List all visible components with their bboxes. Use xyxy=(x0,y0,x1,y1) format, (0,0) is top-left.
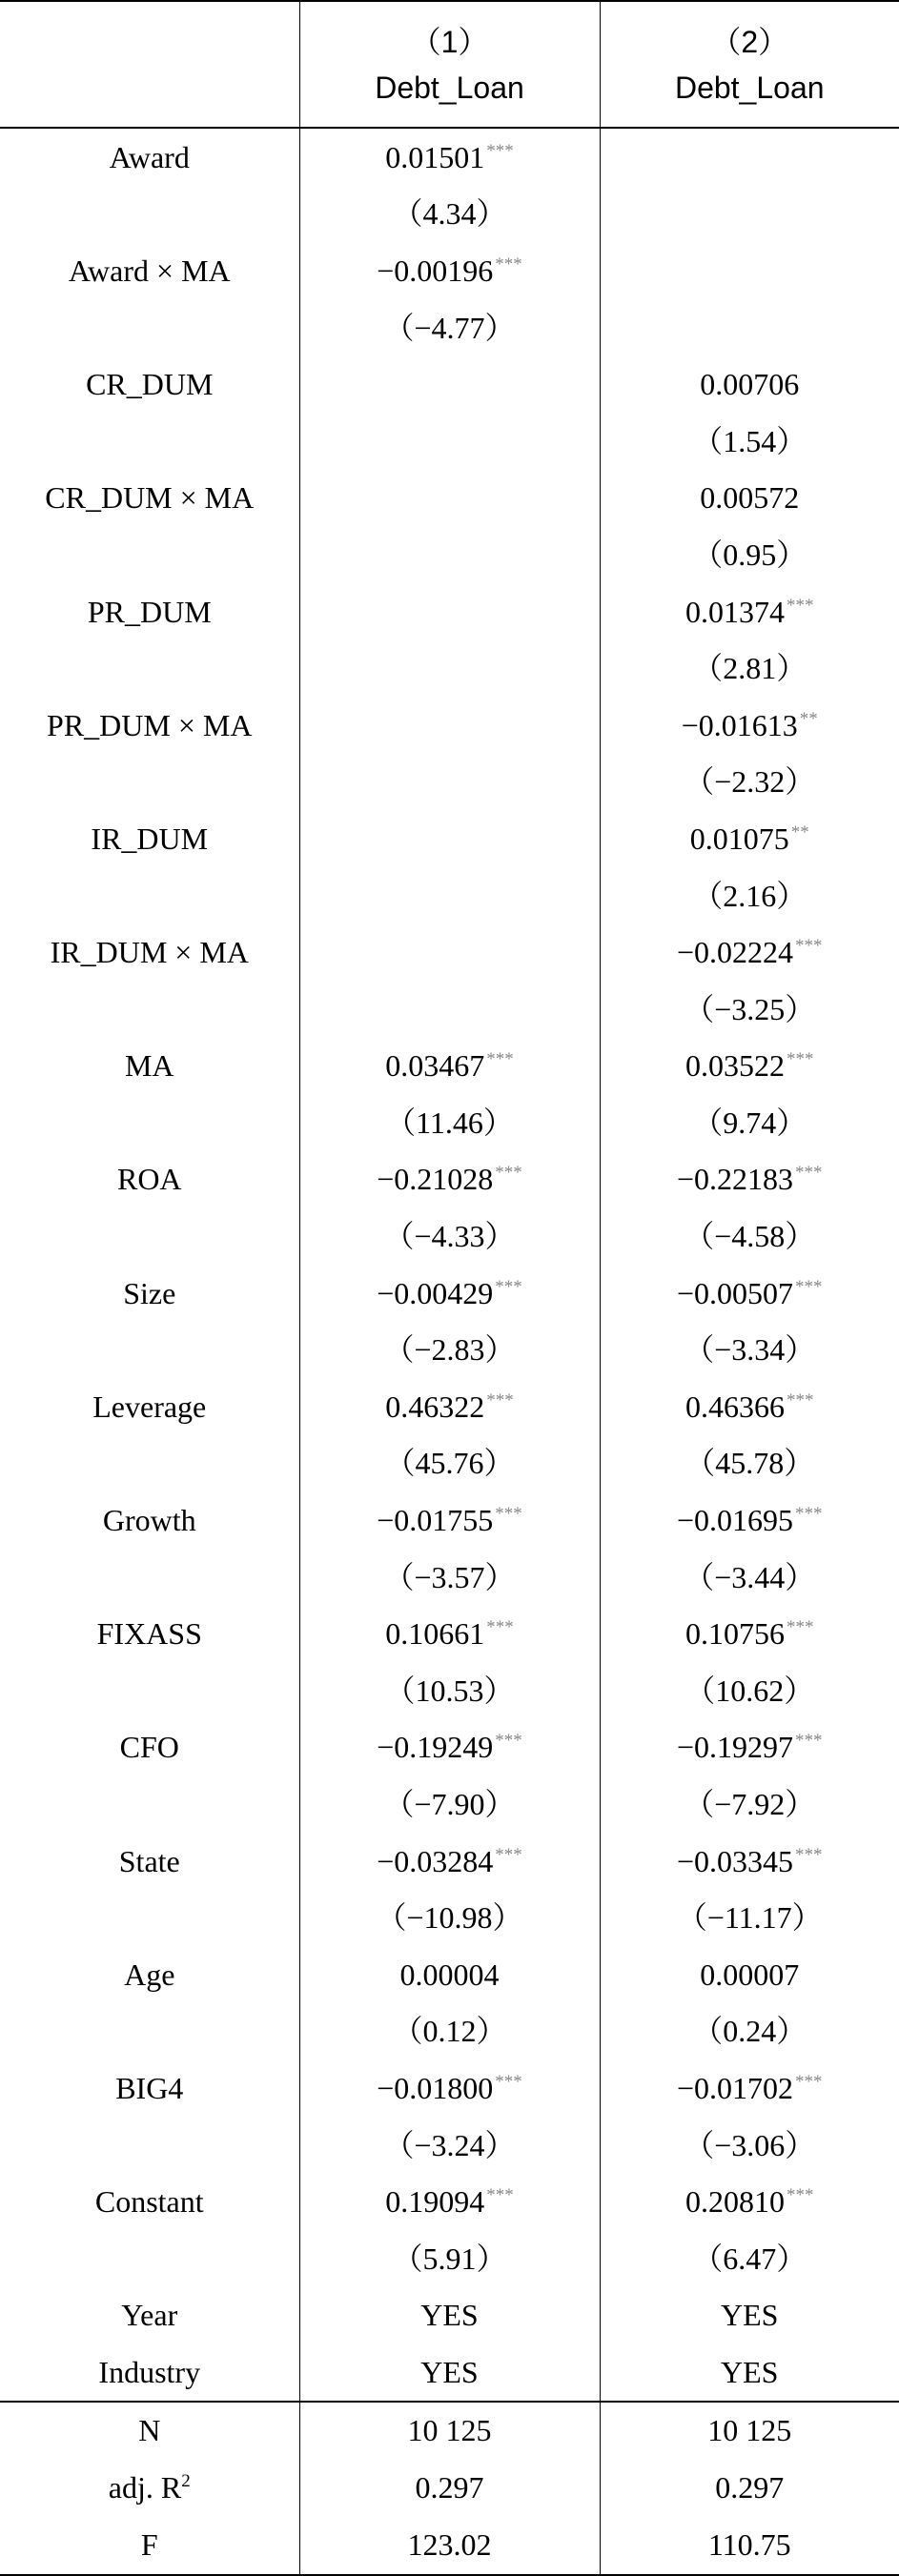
t-statistic: （−3.25） xyxy=(684,992,815,1026)
significance-stars: *** xyxy=(495,1277,522,1297)
col-2-index: （2） xyxy=(601,19,899,65)
variable-label: Constant xyxy=(0,2173,299,2230)
tstat-cell-col-1 xyxy=(299,1321,600,1378)
significance-stars: *** xyxy=(795,1731,823,1751)
coefficient-value: −0.21028 xyxy=(377,1162,493,1196)
coefficient-value: 0.00572 xyxy=(700,480,799,515)
variable-label: PR_DUM xyxy=(0,583,299,640)
tstat-label-empty xyxy=(0,1321,299,1378)
tstat-cell-col-1 xyxy=(299,1775,600,1833)
variable-label: State xyxy=(0,1833,299,1890)
tstat-label-empty xyxy=(0,1889,299,1946)
coef-cell-col-1 xyxy=(299,470,600,527)
t-statistic: （−3.34） xyxy=(684,1332,815,1367)
coef-row xyxy=(0,810,899,867)
tstat-cell-col-1 xyxy=(299,186,600,243)
coefficient-value: 0.20810 xyxy=(685,2184,785,2219)
tstat-row xyxy=(0,526,899,583)
coef-row xyxy=(0,1946,899,2003)
t-statistic: （1.54） xyxy=(692,424,807,458)
coef-cell-col-1 xyxy=(299,2173,600,2230)
coefficient-value: −0.01702 xyxy=(677,2071,793,2105)
tstat-cell-col-1 xyxy=(299,2117,600,2174)
tstat-label-empty xyxy=(0,2230,299,2287)
t-statistic: （−3.06） xyxy=(684,2128,815,2162)
tstat-cell-col-1 xyxy=(299,526,600,583)
coef-cell-col-1 xyxy=(299,1038,600,1095)
coef-cell-col-2 xyxy=(600,1491,899,1549)
coef-cell-col-1 xyxy=(299,2059,600,2117)
tstat-cell-col-2 xyxy=(600,2003,899,2060)
variable-label: Leverage xyxy=(0,1378,299,1435)
significance-stars: *** xyxy=(795,1163,823,1183)
coef-row xyxy=(0,1605,899,1662)
t-statistic: （10.62） xyxy=(684,1673,814,1708)
coefficient-value: −0.03345 xyxy=(677,1844,793,1878)
coefficient-value: −0.01695 xyxy=(677,1503,793,1537)
t-statistic: （2.16） xyxy=(692,879,807,913)
coef-cell-col-1 xyxy=(299,697,600,754)
col-2-dependent-var: Debt_Loan xyxy=(601,65,899,111)
tstat-row xyxy=(0,1321,899,1378)
stat-value-col-2: 110.75 xyxy=(600,2517,899,2575)
tstat-label-empty xyxy=(0,1094,299,1151)
variable-label: BIG4 xyxy=(0,2059,299,2117)
tstat-row xyxy=(0,1775,899,1833)
stat-value-col-1: 10 125 xyxy=(299,2402,600,2460)
t-statistic: （−4.77） xyxy=(383,311,515,345)
coef-row xyxy=(0,1151,899,1208)
significance-stars: *** xyxy=(495,1504,522,1524)
variable-label: Size xyxy=(0,1265,299,1322)
tstat-row xyxy=(0,1094,899,1151)
coef-row xyxy=(0,128,899,186)
coef-cell-col-2 xyxy=(600,470,899,527)
tstat-label-empty xyxy=(0,754,299,811)
model-statistics xyxy=(0,2402,899,2575)
significance-stars: *** xyxy=(495,1845,522,1865)
coefficient-value: 0.00007 xyxy=(700,1957,799,1992)
t-statistic: （−4.33） xyxy=(383,1219,515,1253)
variable-label: IR_DUM xyxy=(0,810,299,867)
t-statistic: （9.74） xyxy=(692,1105,807,1140)
coefficient-value: 0.00004 xyxy=(400,1957,500,1992)
t-statistic: （−11.17） xyxy=(677,1900,823,1935)
tstat-cell-col-2 xyxy=(600,1889,899,1946)
coef-row xyxy=(0,1265,899,1322)
significance-stars: *** xyxy=(787,596,814,616)
significance-stars: *** xyxy=(495,1163,522,1183)
tstat-cell-col-2 xyxy=(600,2230,899,2287)
coef-row xyxy=(0,1833,899,1890)
tstat-row xyxy=(0,2230,899,2287)
significance-stars: ** xyxy=(800,709,818,729)
tstat-row xyxy=(0,639,899,697)
t-statistic: （−3.57） xyxy=(383,1560,515,1594)
t-statistic: （45.76） xyxy=(384,1446,514,1480)
stat-value-col-1: 0.297 xyxy=(299,2460,600,2517)
t-statistic: （−7.90） xyxy=(383,1787,515,1821)
control-value-col-1: YES xyxy=(299,2287,600,2344)
tstat-cell-col-1 xyxy=(299,1889,600,1946)
coef-cell-col-2 xyxy=(600,1378,899,1435)
tstat-row xyxy=(0,186,899,243)
t-statistic: （−10.98） xyxy=(376,1900,522,1935)
control-row xyxy=(0,2343,899,2402)
col-1-dependent-var: Debt_Loan xyxy=(300,65,600,111)
significance-stars: *** xyxy=(787,1390,814,1410)
coef-cell-col-2 xyxy=(600,1038,899,1095)
coefficient-value: −0.02224 xyxy=(677,935,793,969)
table-header xyxy=(0,1,899,128)
stat-label: F xyxy=(0,2517,299,2575)
coef-cell-col-1 xyxy=(299,1378,600,1435)
variable-label: ROA xyxy=(0,1151,299,1208)
variable-label: Age xyxy=(0,1946,299,2003)
control-value-col-1: YES xyxy=(299,2343,600,2402)
significance-stars: *** xyxy=(486,1390,514,1410)
variable-label: CR_DUM xyxy=(0,355,299,413)
t-statistic: （−4.58） xyxy=(684,1219,815,1253)
coefficient-value: 0.01501 xyxy=(385,140,484,174)
coef-row xyxy=(0,470,899,527)
tstat-row xyxy=(0,981,899,1038)
tstat-cell-col-2 xyxy=(600,1094,899,1151)
tstat-cell-col-1 xyxy=(299,1549,600,1606)
significance-stars: *** xyxy=(495,1731,522,1751)
tstat-cell-col-2 xyxy=(600,1662,899,1719)
t-statistic: （0.24） xyxy=(692,2014,807,2048)
tstat-cell-col-2 xyxy=(600,2117,899,2174)
control-value-col-2: YES xyxy=(600,2287,899,2344)
t-statistic: （4.34） xyxy=(392,196,506,231)
coef-cell-col-2 xyxy=(600,923,899,981)
t-statistic: （5.91） xyxy=(392,2241,506,2276)
significance-stars: *** xyxy=(495,254,522,274)
coefficient-value: 0.01374 xyxy=(685,595,785,629)
tstat-row xyxy=(0,1435,899,1492)
coef-cell-col-2 xyxy=(600,2059,899,2117)
t-statistic: （0.95） xyxy=(692,538,807,572)
tstat-cell-col-2 xyxy=(600,867,899,924)
tstat-row xyxy=(0,754,899,811)
coef-cell-col-2 xyxy=(600,697,899,754)
tstat-label-empty xyxy=(0,867,299,924)
t-statistic: （−2.32） xyxy=(684,764,815,799)
variable-label: CR_DUM × MA xyxy=(0,470,299,527)
coefficient-value: 0.03467 xyxy=(385,1048,484,1083)
coefficient-value: −0.00507 xyxy=(677,1276,793,1310)
coef-cell-col-2 xyxy=(600,1265,899,1322)
coef-cell-col-1 xyxy=(299,810,600,867)
coef-row xyxy=(0,1491,899,1549)
t-statistic: （45.78） xyxy=(684,1446,814,1480)
tstat-cell-col-2 xyxy=(600,299,899,356)
variable-label: MA xyxy=(0,1038,299,1095)
tstat-label-empty xyxy=(0,1662,299,1719)
coef-cell-col-2 xyxy=(600,583,899,640)
coefficient-value: −0.03284 xyxy=(377,1844,493,1878)
variable-label: Award xyxy=(0,128,299,186)
coef-cell-col-2 xyxy=(600,810,899,867)
coef-cell-col-1 xyxy=(299,242,600,299)
t-statistic: （−2.83） xyxy=(383,1332,515,1367)
tstat-cell-col-1 xyxy=(299,2003,600,2060)
coefficient-value: −0.01755 xyxy=(377,1503,493,1537)
tstat-row xyxy=(0,1207,899,1265)
coef-row xyxy=(0,2059,899,2117)
coefficient-rows xyxy=(0,128,899,2402)
significance-stars: *** xyxy=(787,1049,814,1069)
tstat-cell-col-2 xyxy=(600,754,899,811)
coef-cell-col-1 xyxy=(299,1719,600,1776)
tstat-cell-col-2 xyxy=(600,1775,899,1833)
t-statistic: （6.47） xyxy=(692,2241,807,2276)
coef-cell-col-2 xyxy=(600,1605,899,1662)
variable-label: PR_DUM × MA xyxy=(0,697,299,754)
variable-label: Growth xyxy=(0,1491,299,1549)
variable-label: Award × MA xyxy=(0,242,299,299)
stat-row-adj-r2 xyxy=(0,2460,899,2517)
tstat-cell-col-1 xyxy=(299,1207,600,1265)
tstat-label-empty xyxy=(0,1207,299,1265)
coef-cell-col-1 xyxy=(299,128,600,186)
tstat-cell-col-1 xyxy=(299,867,600,924)
tstat-row xyxy=(0,2117,899,2174)
tstat-cell-col-1 xyxy=(299,1435,600,1492)
header-col-2 xyxy=(600,1,899,128)
stat-label: N xyxy=(0,2402,299,2460)
significance-stars: *** xyxy=(795,1845,823,1865)
coef-cell-col-1 xyxy=(299,1605,600,1662)
tstat-row xyxy=(0,1549,899,1606)
significance-stars: *** xyxy=(486,1617,514,1637)
coef-row xyxy=(0,1719,899,1776)
tstat-row xyxy=(0,1662,899,1719)
coef-cell-col-1 xyxy=(299,583,600,640)
tstat-row xyxy=(0,299,899,356)
tstat-label-empty xyxy=(0,1549,299,1606)
tstat-cell-col-2 xyxy=(600,1321,899,1378)
t-statistic: （2.81） xyxy=(692,651,807,685)
coef-row xyxy=(0,1038,899,1095)
tstat-label-empty xyxy=(0,526,299,583)
tstat-cell-col-1 xyxy=(299,413,600,470)
adj-r-label: adj. R xyxy=(109,2470,181,2505)
coef-row xyxy=(0,2173,899,2230)
coefficient-value: −0.01613 xyxy=(682,708,798,742)
coef-cell-col-1 xyxy=(299,923,600,981)
r-squared-exponent: 2 xyxy=(181,2471,191,2491)
significance-stars: *** xyxy=(795,936,823,956)
stat-label xyxy=(0,2460,299,2517)
significance-stars: *** xyxy=(495,2072,522,2092)
tstat-cell-col-2 xyxy=(600,413,899,470)
tstat-cell-col-2 xyxy=(600,1549,899,1606)
t-statistic: （−7.92） xyxy=(684,1787,815,1821)
coef-row xyxy=(0,242,899,299)
tstat-cell-col-2 xyxy=(600,639,899,697)
tstat-cell-col-2 xyxy=(600,981,899,1038)
coef-cell-col-2 xyxy=(600,1719,899,1776)
significance-stars: *** xyxy=(787,1617,814,1637)
coef-cell-col-1 xyxy=(299,355,600,413)
tstat-cell-col-1 xyxy=(299,299,600,356)
t-statistic: （10.53） xyxy=(384,1673,514,1708)
col-1-index: （1） xyxy=(300,19,600,65)
coef-cell-col-2 xyxy=(600,1151,899,1208)
control-label: Year xyxy=(0,2287,299,2344)
coef-row xyxy=(0,697,899,754)
tstat-row xyxy=(0,1889,899,1946)
control-value-col-2: YES xyxy=(600,2343,899,2402)
coefficient-value: 0.10661 xyxy=(385,1616,484,1651)
stat-value-col-2: 0.297 xyxy=(600,2460,899,2517)
coef-cell-col-2 xyxy=(600,128,899,186)
variable-label: CFO xyxy=(0,1719,299,1776)
coef-cell-col-2 xyxy=(600,2173,899,2230)
tstat-cell-col-1 xyxy=(299,639,600,697)
stat-row-n xyxy=(0,2402,899,2460)
tstat-cell-col-1 xyxy=(299,1662,600,1719)
significance-stars: *** xyxy=(795,1277,823,1297)
coefficient-value: −0.19297 xyxy=(677,1730,793,1764)
coef-cell-col-2 xyxy=(600,242,899,299)
t-statistic: （11.46） xyxy=(385,1105,514,1140)
control-label: Industry xyxy=(0,2343,299,2402)
tstat-label-empty xyxy=(0,413,299,470)
coef-cell-col-1 xyxy=(299,1265,600,1322)
coefficient-value: 0.01075 xyxy=(690,821,789,856)
tstat-cell-col-2 xyxy=(600,1435,899,1492)
coefficient-value: 0.46366 xyxy=(685,1389,785,1424)
coef-row xyxy=(0,355,899,413)
stat-value-col-2: 10 125 xyxy=(600,2402,899,2460)
tstat-label-empty xyxy=(0,981,299,1038)
tstat-label-empty xyxy=(0,2003,299,2060)
header-col-1 xyxy=(299,1,600,128)
coef-cell-col-1 xyxy=(299,1946,600,2003)
significance-stars: ** xyxy=(791,822,809,842)
coef-cell-col-1 xyxy=(299,1833,600,1890)
coefficient-value: 0.03522 xyxy=(685,1048,785,1083)
tstat-cell-col-2 xyxy=(600,1207,899,1265)
coef-cell-col-2 xyxy=(600,1946,899,2003)
tstat-cell-col-2 xyxy=(600,186,899,243)
t-statistic: （−3.24） xyxy=(383,2128,515,2162)
variable-label: FIXASS xyxy=(0,1605,299,1662)
significance-stars: *** xyxy=(795,1504,823,1524)
coef-row xyxy=(0,923,899,981)
coefficient-value: 0.46322 xyxy=(385,1389,484,1424)
coefficient-value: −0.22183 xyxy=(677,1162,793,1196)
tstat-cell-col-1 xyxy=(299,2230,600,2287)
t-statistic: （0.12） xyxy=(392,2014,506,2048)
coefficient-value: 0.00706 xyxy=(700,367,799,401)
coef-cell-col-1 xyxy=(299,1151,600,1208)
significance-stars: *** xyxy=(795,2072,823,2092)
tstat-cell-col-1 xyxy=(299,981,600,1038)
coefficient-value: −0.01800 xyxy=(377,2071,493,2105)
tstat-row xyxy=(0,2003,899,2060)
tstat-row xyxy=(0,867,899,924)
coef-cell-col-2 xyxy=(600,1833,899,1890)
significance-stars: *** xyxy=(787,2185,814,2205)
stat-row-f xyxy=(0,2517,899,2575)
tstat-label-empty xyxy=(0,2117,299,2174)
coefficient-value: −0.00429 xyxy=(377,1276,493,1310)
t-statistic: （−3.44） xyxy=(684,1560,815,1594)
coef-cell-col-1 xyxy=(299,1491,600,1549)
coefficient-value: 0.10756 xyxy=(685,1616,785,1651)
coef-row xyxy=(0,583,899,640)
stat-value-col-1: 123.02 xyxy=(299,2517,600,2575)
tstat-label-empty xyxy=(0,299,299,356)
tstat-label-empty xyxy=(0,1435,299,1492)
tstat-label-empty xyxy=(0,1775,299,1833)
tstat-cell-col-1 xyxy=(299,754,600,811)
significance-stars: *** xyxy=(486,2185,514,2205)
header-corner-cell xyxy=(0,1,299,128)
coefficient-value: −0.19249 xyxy=(377,1730,493,1764)
significance-stars: *** xyxy=(486,141,514,161)
tstat-label-empty xyxy=(0,639,299,697)
tstat-cell-col-1 xyxy=(299,1094,600,1151)
coef-cell-col-2 xyxy=(600,355,899,413)
coefficient-value: −0.00196 xyxy=(377,254,493,288)
coef-row xyxy=(0,1378,899,1435)
coefficient-value: 0.19094 xyxy=(385,2184,484,2219)
tstat-label-empty xyxy=(0,186,299,243)
tstat-row xyxy=(0,413,899,470)
control-row xyxy=(0,2287,899,2344)
variable-label: IR_DUM × MA xyxy=(0,923,299,981)
tstat-cell-col-2 xyxy=(600,526,899,583)
significance-stars: *** xyxy=(486,1049,514,1069)
